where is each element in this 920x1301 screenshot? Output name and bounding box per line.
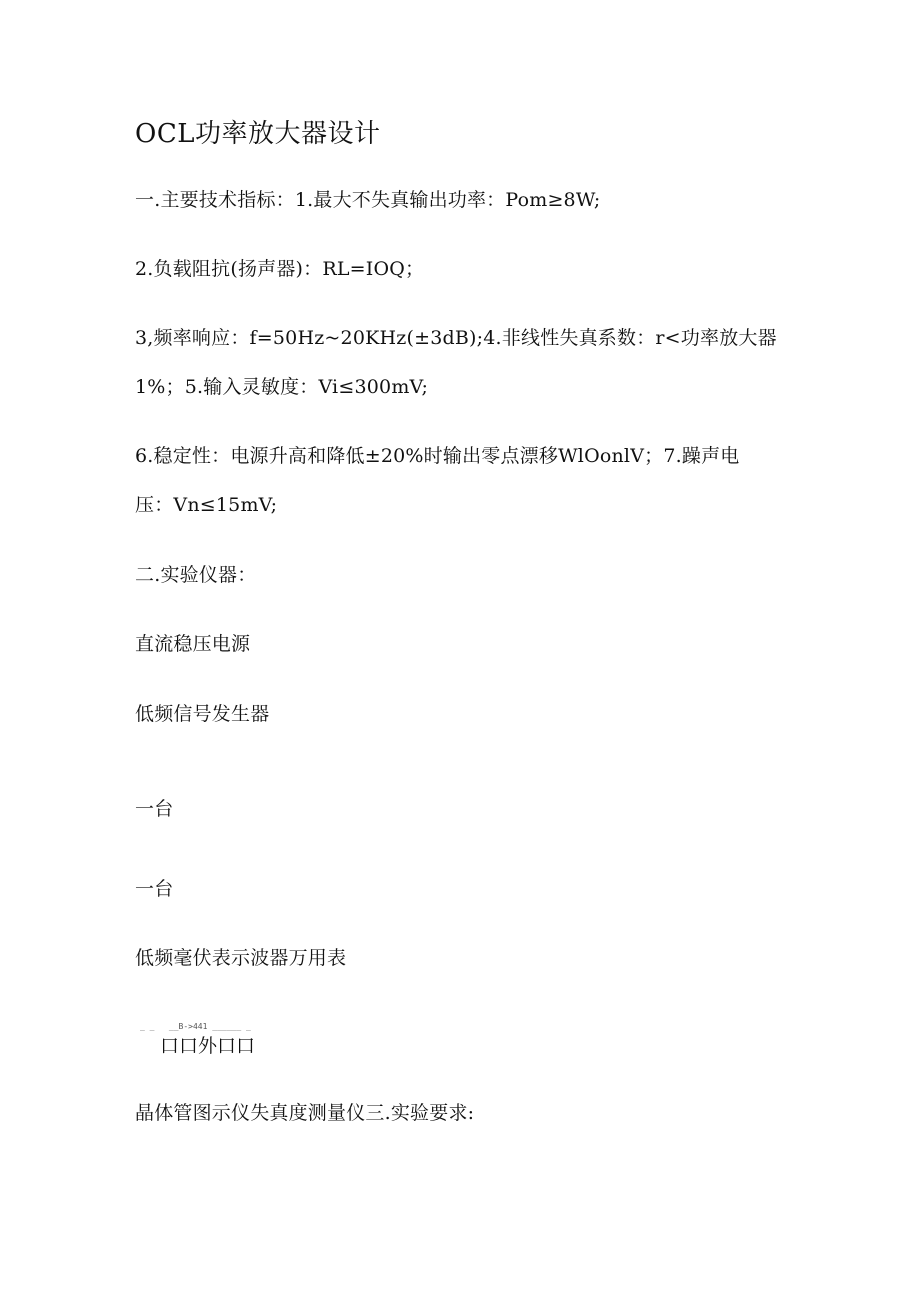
instrument-quantity-2: 一台 bbox=[135, 878, 174, 900]
scan-artifact-text: _ _ __B->441 ______ _ bbox=[140, 1022, 251, 1031]
instrument-meters: 低频毫伏表示波器万用表 bbox=[135, 947, 347, 969]
scan-artifact-glyphs: 口口外口口 bbox=[160, 1035, 256, 1057]
section-instruments-heading: 二.实验仪器： bbox=[135, 564, 257, 586]
instrument-dc-power-supply: 直流稳压电源 bbox=[135, 633, 251, 655]
spec-heading-line: 一.主要技术指标：1.最大不失真输出功率：Pom≥8W; bbox=[135, 189, 601, 211]
spec-load-impedance: 2.负载阻抗(扬声器)：RL=IOQ； bbox=[135, 258, 425, 280]
instrument-signal-generator: 低频信号发生器 bbox=[135, 703, 270, 725]
instrument-quantity-1: 一台 bbox=[135, 798, 174, 820]
spec-noise-voltage: 压：Vn≤15mV; bbox=[135, 494, 278, 516]
spec-frequency-response: 3,频率响应：f=50Hz~20KHz(±3dB);4.非线性失真系数：r<功率放大器 bbox=[135, 327, 777, 349]
instrument-tester-and-requirements-heading: 晶体管图示仪失真度测量仪三.实验要求: bbox=[135, 1102, 475, 1124]
spec-input-sensitivity: 1%；5.输入灵敏度：Vi≤300mV; bbox=[135, 376, 429, 398]
spec-stability: 6.稳定性：电源升高和降低±20%时输出零点漂移WlOonlV；7.躁声电 bbox=[135, 445, 740, 467]
document-title: OCL功率放大器设计 bbox=[135, 119, 381, 149]
